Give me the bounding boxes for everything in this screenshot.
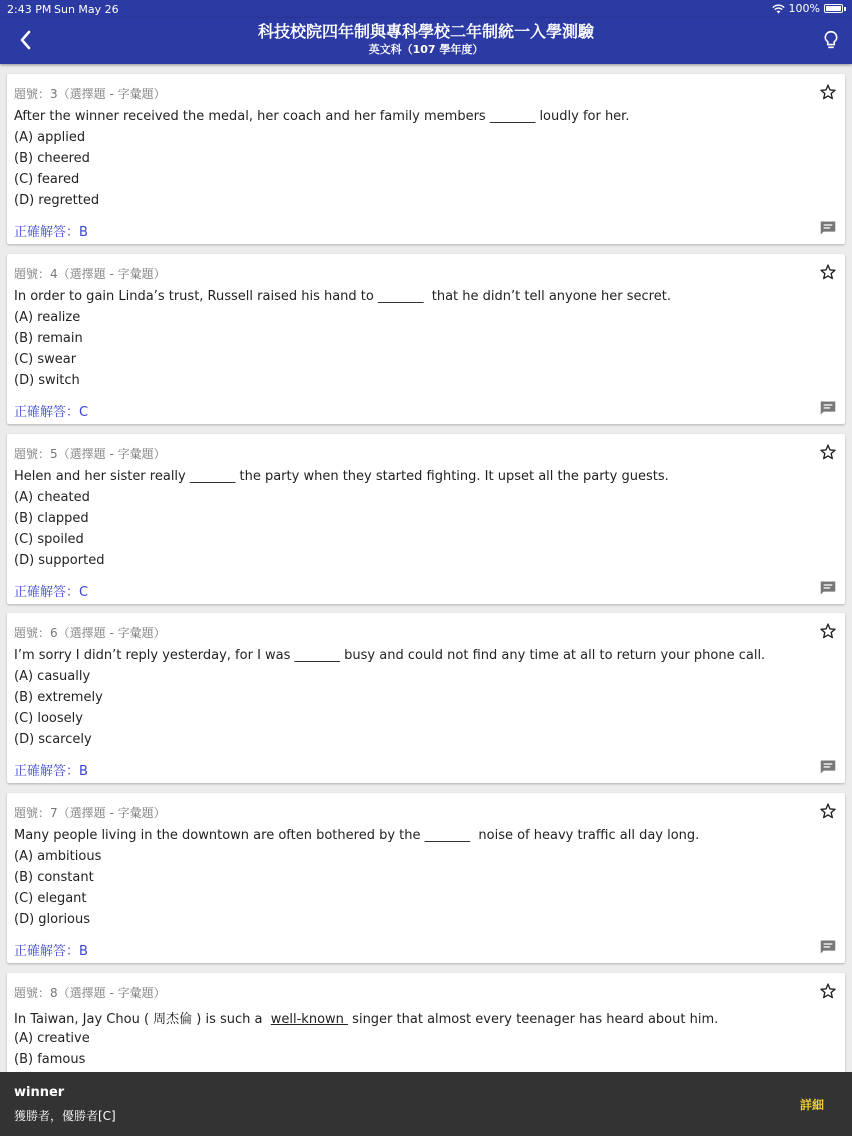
- word-lookup-bar: [0, 1072, 852, 1136]
- option-c[interactable]: (C) swear: [14, 352, 77, 367]
- question-stem: Helen and her sister really _______ the party when they started fighting. It upset all the party guests.: [14, 469, 669, 484]
- option-d[interactable]: (D) regretted: [14, 193, 100, 208]
- battery-icon: [824, 4, 843, 13]
- correct-answer: 正確解答：B: [14, 764, 88, 779]
- lightbulb-icon[interactable]: [820, 29, 842, 51]
- question-card: [7, 973, 845, 1072]
- comment-icon[interactable]: [819, 580, 837, 596]
- page-subtitle: 英文科（107 學年度）: [368, 43, 484, 56]
- option-b[interactable]: (B) famous: [14, 1052, 86, 1067]
- option-d[interactable]: (D) switch: [14, 373, 80, 388]
- stem-underlined-word: well-known: [270, 1012, 349, 1027]
- correct-answer: 正確解答：C: [14, 405, 89, 420]
- comment-icon[interactable]: [819, 759, 837, 775]
- option-a[interactable]: (A) ambitious: [14, 849, 102, 864]
- question-card: [7, 254, 845, 424]
- question-stem: [14, 1008, 718, 1027]
- star-icon[interactable]: [819, 982, 837, 1000]
- star-icon[interactable]: [819, 622, 837, 640]
- status-bar: [0, 0, 852, 18]
- option-d[interactable]: (D) supported: [14, 553, 105, 568]
- option-a[interactable]: (A) creative: [14, 1031, 90, 1046]
- option-a[interactable]: (A) casually: [14, 669, 91, 684]
- option-b[interactable]: (B) constant: [14, 870, 94, 885]
- stem-post: singer that almost every teenager has heard about him.: [348, 1012, 719, 1027]
- star-icon[interactable]: [819, 83, 837, 101]
- comment-icon[interactable]: [819, 400, 837, 416]
- option-b[interactable]: (B) remain: [14, 331, 83, 346]
- option-a[interactable]: (A) cheated: [14, 490, 90, 505]
- star-icon[interactable]: [819, 263, 837, 281]
- question-number: 題號：7（選擇題 - 字彙題）: [14, 806, 166, 820]
- detail-button[interactable]: 詳細: [799, 1098, 824, 1112]
- nav-bar: [0, 18, 852, 64]
- stem-pre: In Taiwan, Jay Chou ( 周杰倫 ) is such a: [14, 1012, 271, 1027]
- option-a[interactable]: (A) realize: [14, 310, 81, 325]
- comment-icon[interactable]: [819, 939, 837, 955]
- option-b[interactable]: (B) clapped: [14, 511, 89, 526]
- option-b[interactable]: (B) cheered: [14, 151, 90, 166]
- option-c[interactable]: (C) elegant: [14, 891, 87, 906]
- question-number: 題號：3（選擇題 - 字彙題）: [14, 87, 166, 101]
- battery-percent: 100%: [788, 2, 820, 15]
- question-number: 題號：5（選擇題 - 字彙題）: [14, 447, 166, 461]
- status-date: Sun May 26: [54, 3, 119, 16]
- correct-answer: 正確解答：B: [14, 944, 88, 959]
- lookup-word: winner: [14, 1085, 65, 1100]
- comment-icon[interactable]: [819, 220, 837, 236]
- question-stem: Many people living in the downtown are often bothered by the _______ noise of heavy traffic all day long.: [14, 828, 700, 843]
- star-icon[interactable]: [819, 802, 837, 820]
- option-d[interactable]: (D) glorious: [14, 912, 91, 927]
- question-list[interactable]: [0, 64, 852, 1072]
- correct-answer: 正確解答：C: [14, 585, 89, 600]
- option-c[interactable]: (C) spoiled: [14, 532, 84, 547]
- question-number: 題號：6（選擇題 - 字彙題）: [14, 626, 166, 640]
- correct-answer: 正確解答：B: [14, 225, 88, 240]
- question-number: 題號：4（選擇題 - 字彙題）: [14, 267, 166, 281]
- status-right: [772, 2, 846, 15]
- option-b[interactable]: (B) extremely: [14, 690, 103, 705]
- battery-tip: [844, 7, 846, 11]
- option-d[interactable]: (D) scarcely: [14, 732, 92, 747]
- page-title: 科技校院四年制與專科學校二年制統一入學測驗: [257, 22, 594, 41]
- question-number: 題號：8（選擇題 - 字彙題）: [14, 986, 166, 1000]
- question-stem: In order to gain Linda’s trust, Russell raised his hand to _______ that he didn’t tell anyone her secret.: [14, 289, 671, 304]
- status-time: 2:43 PM: [7, 3, 52, 16]
- question-card: [7, 74, 845, 244]
- question-card: [7, 793, 845, 963]
- question-card: [7, 613, 845, 783]
- option-a[interactable]: (A) applied: [14, 130, 86, 145]
- option-c[interactable]: (C) loosely: [14, 711, 83, 726]
- question-card: [7, 434, 845, 604]
- lookup-meaning: 獲勝者，優勝者[C]: [14, 1109, 116, 1123]
- question-stem: After the winner received the medal, her coach and her family members _______ loudly for her.: [14, 109, 630, 124]
- option-c[interactable]: (C) feared: [14, 172, 80, 187]
- wifi-icon: [772, 4, 785, 14]
- question-stem: I’m sorry I didn’t reply yesterday, for I was _______ busy and could not find any time at all to return your phone call.: [14, 648, 766, 663]
- star-icon[interactable]: [819, 443, 837, 461]
